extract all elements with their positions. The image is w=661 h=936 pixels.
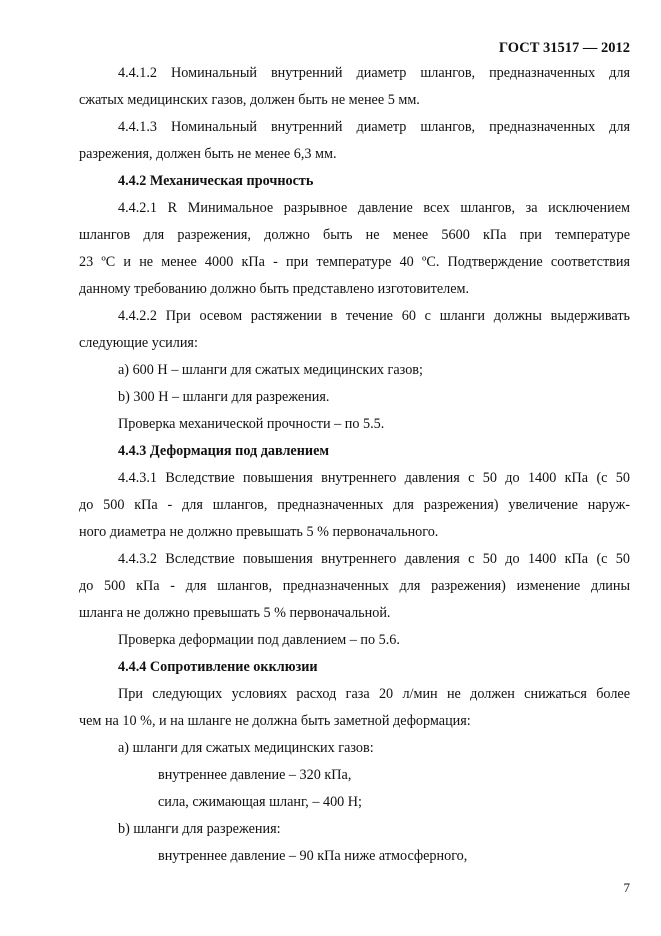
- section-heading-4-4-2: 4.4.2 Механическая прочность: [118, 173, 314, 189]
- paragraph-4-4-3-2-line-2: до 500 кПа - для шлангов, предназначенных для разрежения) изменение длины: [79, 578, 630, 594]
- paragraph-4-4-4-line-2: чем на 10 %, и на шланге не должна быть заметной деформация:: [79, 713, 471, 729]
- sub-item-compression-force: сила, сжимающая шланг, – 400 Н;: [158, 794, 362, 810]
- paragraph-4-4-2-1-line-3: 23 ºС и не менее 4000 кПа - при температуре 40 ºС. Подтверждение соответствия: [79, 254, 630, 270]
- paragraph-4-4-3-1-line-3: ного диаметра не должно превышать 5 % первоначального.: [79, 524, 439, 540]
- list-item-b-vacuum: b) шланги для разрежения:: [118, 821, 281, 837]
- paragraph-4-4-2-1-line-1: 4.4.2.1 R Минимальное разрывное давление всех шлангов, за исключением: [118, 200, 630, 216]
- paragraph-4-4-1-3-line-2: разрежения, должен быть не менее 6,3 мм.: [79, 146, 337, 162]
- paragraph-4-4-1-2-line-1: 4.4.1.2 Номинальный внутренний диаметр шлангов, предназначенных для: [118, 65, 630, 81]
- paragraph-4-4-3-2-line-1: 4.4.3.2 Вследствие повышения внутреннего давления с 50 до 1400 кПа (с 50: [118, 551, 630, 567]
- sub-item-internal-pressure-90: внутреннее давление – 90 кПа ниже атмосферного,: [158, 848, 468, 864]
- paragraph-4-4-1-2-line-2: сжатых медицинских газов, должен быть не менее 5 мм.: [79, 92, 420, 108]
- paragraph-4-4-3-1-line-2: до 500 кПа - для шлангов, предназначенных для разрежения) увеличение наруж-: [79, 497, 630, 513]
- paragraph-4-4-3-1-line-1: 4.4.3.1 Вследствие повышения внутреннего давления с 50 до 1400 кПа (с 50: [118, 470, 630, 486]
- paragraph-4-4-4-line-1: При следующих условиях расход газа 20 л/мин не должен снижаться более: [118, 686, 630, 702]
- document-header: ГОСТ 31517 — 2012: [498, 40, 630, 56]
- paragraph-4-4-2-2-line-1: 4.4.2.2 При осевом растяжении в течение 60 с шланги должны выдерживать: [118, 308, 630, 324]
- paragraph-4-4-3-2-line-3: шланга не должно превышать 5 % первоначальной.: [79, 605, 391, 621]
- check-reference-5-5: Проверка механической прочности – по 5.5.: [118, 416, 385, 432]
- sub-item-internal-pressure-320: внутреннее давление – 320 кПа,: [158, 767, 352, 783]
- list-item-b: b) 300 Н – шланги для разрежения.: [118, 389, 330, 405]
- section-heading-4-4-4: 4.4.4 Сопротивление окклюзии: [118, 659, 318, 675]
- list-item-a: a) 600 Н – шланги для сжатых медицинских газов;: [118, 362, 423, 378]
- list-item-a-gases: а) шланги для сжатых медицинских газов:: [118, 740, 374, 756]
- paragraph-4-4-2-1-line-2: шлангов для разрежения, должно быть не менее 5600 кПа при температуре: [79, 227, 630, 243]
- paragraph-4-4-1-3-line-1: 4.4.1.3 Номинальный внутренний диаметр шлангов, предназначенных для: [118, 119, 630, 135]
- paragraph-4-4-2-2-line-2: следующие усилия:: [79, 335, 198, 351]
- paragraph-4-4-2-1-line-4: данному требованию должно быть представлено изготовителем.: [79, 281, 470, 297]
- section-heading-4-4-3: 4.4.3 Деформация под давлением: [118, 443, 330, 459]
- check-reference-5-6: Проверка деформации под давлением – по 5.6.: [118, 632, 400, 648]
- page-number: 7: [623, 880, 630, 895]
